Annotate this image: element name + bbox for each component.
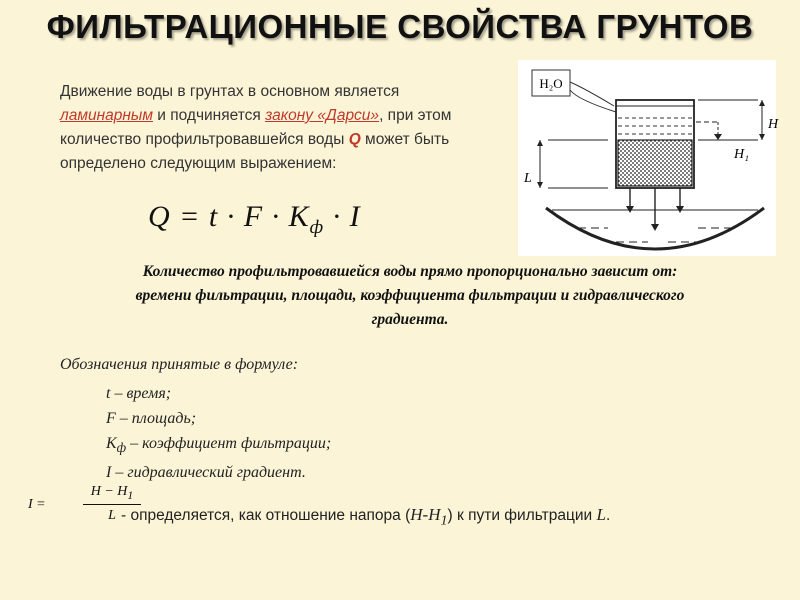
intro-text: и подчиняется [152, 107, 266, 124]
filtration-diagram [518, 60, 779, 256]
formula-t: t [208, 200, 219, 233]
gradient-explanation: - определяется, как отношение напора $(H-H_1)$ к пути фильтрации L. [121, 505, 611, 529]
formula-f: F [243, 200, 264, 233]
filtration-diagram-svg [518, 60, 779, 256]
notation-sub: ф [116, 440, 127, 456]
h1-label: H₁ [734, 147, 749, 162]
notation-item [106, 406, 331, 431]
formula-dot: · [324, 200, 350, 233]
notation-symbol: I [106, 464, 112, 482]
formula-k-sub: ф [309, 217, 325, 238]
statement-line-3: градиента. [371, 311, 449, 328]
notation-text: – площадь; [115, 410, 197, 427]
intro-text: , при этом [379, 107, 452, 124]
h-label: H [768, 117, 779, 132]
darcy-formula [148, 200, 361, 239]
notation-heading: Обозначения принятые в формуле: [60, 356, 299, 373]
notation-item [106, 381, 331, 406]
formula-dot: · [218, 200, 244, 233]
notation-text: – коэффициент фильтрации; [126, 435, 332, 452]
statement-line-1: Количество профильтровавшейся воды прямо пропорционально зависит от: [142, 263, 678, 280]
gradient-numerator: $H - H_1$ [83, 484, 141, 505]
notation-symbol: K [106, 435, 117, 452]
intro-paragraph [60, 80, 530, 176]
formula-dot: · [263, 200, 289, 233]
soil-sample [618, 140, 692, 186]
intro-line-1: Движение воды в грунтах в основном является [60, 83, 400, 100]
term-laminar: ламинарным [60, 107, 153, 124]
notation-symbol: t [106, 385, 111, 402]
intro-line-4: определено следующим выражением: [60, 155, 337, 172]
l-label: L [524, 171, 532, 186]
statement-line-2: времени фильтрации, площади, коэффициента фильтрации и гидравлического [135, 287, 685, 304]
head-expr: $H-H_1$ [410, 505, 448, 529]
formula-k: K [288, 200, 310, 233]
notation-list [106, 381, 331, 485]
intro-text: может быть [360, 131, 450, 148]
intro-line-2 [60, 104, 530, 128]
notation-text: – гидравлический градиент. [111, 464, 306, 482]
h2o-label: H₂O [539, 76, 563, 91]
gradient-denominator: L [108, 507, 116, 523]
gradient-lhs: I = [28, 497, 46, 512]
formula-eq: = [170, 200, 209, 233]
notation-symbol: F [106, 410, 116, 427]
formula-i: I [349, 200, 361, 233]
term-darcy-law: закону «Дарси» [265, 107, 380, 124]
notation-item [106, 431, 331, 460]
formula-q: Q [148, 200, 171, 233]
page-title: ФИЛЬТРАЦИОННЫЕ СВОЙСТВА ГРУНТОВ [46, 8, 754, 45]
path-symbol: L [596, 505, 606, 524]
intro-line-3 [60, 128, 530, 152]
notation-item [106, 460, 331, 485]
proportionality-statement [40, 260, 780, 332]
intro-text: количество профильтровавшейся воды [60, 131, 349, 148]
notation-text: – время; [110, 385, 172, 402]
q-symbol: Q [348, 131, 361, 148]
